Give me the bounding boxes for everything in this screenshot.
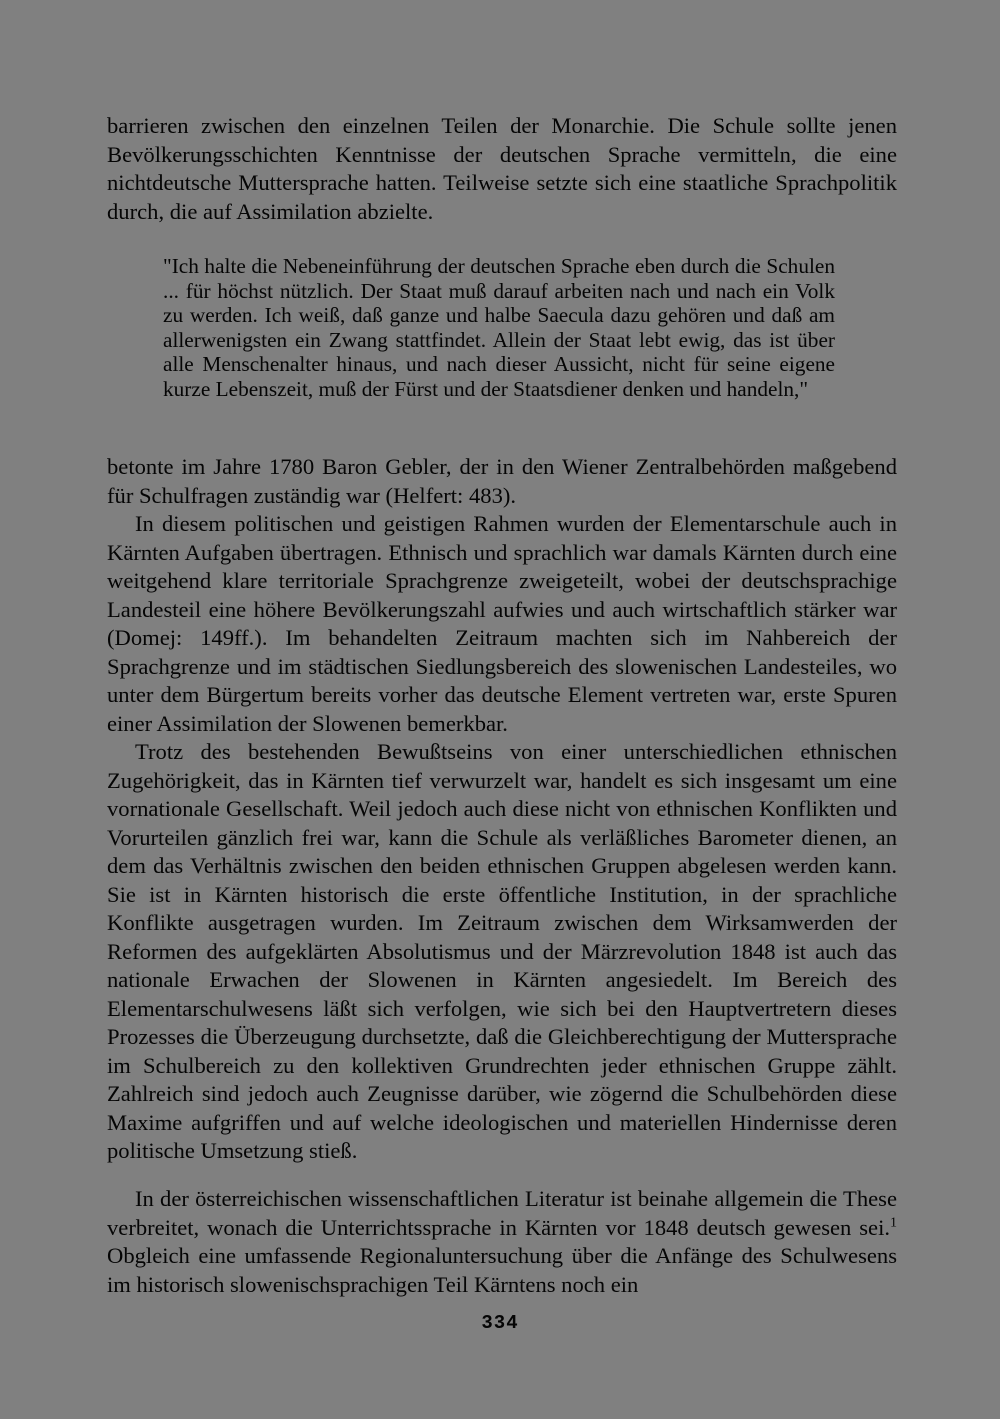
page-number: 334: [481, 1312, 519, 1334]
paragraph-5-text-a: In der österreichischen wissenschaftlichen Literatur ist beinahe allgemein die These verbreitet, wonach die Unterrichtssprache in Kärnten vor 1848 deutsch gewesen sei.: [107, 1186, 897, 1240]
block-quote: "Ich halte die Nebeneinführung der deutschen Sprache eben durch die Schulen ... für höchst nützlich. Der Staat muß darauf arbeiten nach und nach ein Volk zu werden. Ich weiß, daß ganze und halbe Saecula dazu gehören und daß am allerwenigsten ein Zwang stattfindet. Allein der Staat lebt ewig, das ist über alle Menschenalter hinaus, und nach dieser Aussicht, nicht für seine eigene kurze Lebenszeit, muß der Fürst und der Staatsdiener denken und handeln,": [163, 254, 835, 401]
paragraph-4: Trotz des bestehenden Bewußtseins von einer unterschiedlichen ethnischen Zugehörigkeit, das in Kärnten tief verwurzelt war, handelt es sich insgesamt um eine vornationale Gesellschaft. Weil jedoch auch diese nicht von ethnischen Konflikten und Vorurteilen gänzlich frei war, kann die Schule als verläßliches Barometer dienen, an dem das Verhältnis zwischen den beiden ethnischen Gruppen abgelesen werden kann. Sie ist in Kärnten historisch die erste öffentliche Institution, in der sprachliche Konflikte ausgetragen wurden. Im Zeitraum zwischen dem Wirksamwerden der Reformen des aufgeklärten Absolutismus und der Märzrevolution 1848 ist auch das nationale Erwachen der Slowenen in Kärnten angesiedelt. Im Bereich des Elementarschulwesens läßt sich verfolgen, wie sich bei den Hauptvertretern dieses Prozesses die Überzeugung durchsetzte, daß die Gleichberechtigung der Muttersprache im Schulbereich zu den kollektiven Grundrechten jeder ethnischen Gruppe zählt. Zahlreich sind jedoch auch Zeugnisse darüber, wie zögernd die Schulbehörden diese Maxime aufgriffen und auf welche ideologischen und materiellen Hindernisse deren politische Umsetzung stieß.: [107, 739, 897, 1163]
paragraph-5: [107, 1185, 897, 1299]
paragraph-1: barrieren zwischen den einzelnen Teilen der Monarchie. Die Schule sollte jenen Bevölkerungsschichten Kenntnisse der deutschen Sprache vermitteln, die eine nichtdeutsche Muttersprache hatten. Teilweise setzte sich eine staatliche Sprachpolitik durch, die auf Assimilation abzielte.: [107, 113, 897, 224]
paragraph-3: In diesem politischen und geistigen Rahmen wurden der Elementarschule auch in Kärnten Aufgaben übertragen. Ethnisch und sprachlich war damals Kärnten durch eine weitgehend klare territoriale Sprachgrenze zweigeteilt, wobei der deutschsprachige Landesteil eine höhere Bevölkerungszahl aufwies und auch wirtschaftlich stärker war (Domej: 149ff.). Im behandelten Zeitraum machten sich im Nahbereich der Sprachgrenze und im städtischen Siedlungsbereich des slowenischen Landesteiles, wo unter dem Bürgertum bereits vorher das deutsche Element vertreten war, erste Spuren einer Assimilation der Slowenen bemerkbar.: [107, 511, 897, 736]
paragraph-5-text-b: Obgleich eine umfassende Regionaluntersuchung über die Anfänge des Schulwesens im historisch slowenischsprachigen Teil Kärntens noch ein: [107, 1243, 897, 1297]
footnote-reference[interactable]: 1: [890, 1214, 897, 1230]
paragraph-2: betonte im Jahre 1780 Baron Gebler, der in den Wiener Zentralbehörden maßgebend für Schulfragen zuständig war (Helfert: 483).: [107, 454, 897, 508]
